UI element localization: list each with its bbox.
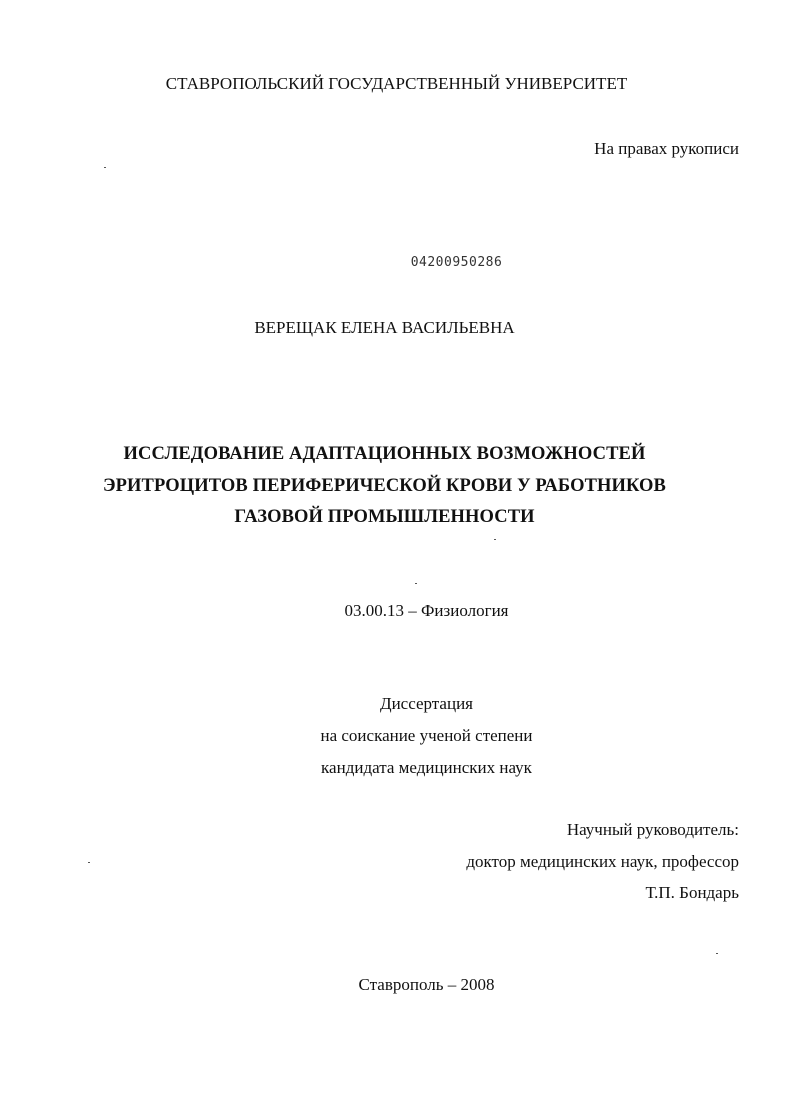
degree-line-3: кандидата медицинских наук (321, 758, 532, 777)
university-name: СТАВРОПОЛЬСКИЙ ГОСУДАРСТВЕННЫЙ УНИВЕРСИТЕТ (165, 74, 628, 93)
dissertation-title-line-3: ГАЗОВОЙ ПРОМЫШЛЕННОСТИ (234, 507, 535, 527)
specialty-code: 03.00.13 – Физиология (344, 601, 509, 620)
manuscript-note: На правах рукописи (594, 139, 739, 158)
scan-speck (104, 167, 106, 168)
supervisor-label: Научный руководитель: (566, 820, 739, 839)
dissertation-title-line-1: ИССЛЕДОВАНИЕ АДАПТАЦИОННЫХ ВОЗМОЖНОСТЕЙ (123, 444, 646, 464)
supervisor-name: Т.П. Бондарь (645, 883, 739, 902)
scan-speck (415, 583, 417, 584)
degree-line-1: Диссертация (379, 694, 473, 713)
scan-speck (716, 953, 718, 954)
degree-line-2: на соискание ученой степени (320, 726, 533, 745)
scan-speck (88, 862, 90, 863)
author-name: ВЕРЕЩАК ЕЛЕНА ВАСИЛЬЕВНА (254, 318, 515, 337)
supervisor-credentials: доктор медицинских наук, профессор (466, 852, 739, 871)
scan-speck (494, 539, 496, 540)
place-and-year: Ставрополь – 2008 (358, 975, 495, 994)
dissertation-title-line-2: ЭРИТРОЦИТОВ ПЕРИФЕРИЧЕСКОЙ КРОВИ У РАБОТНИКОВ (102, 476, 666, 496)
serial-number-stamp: 04200950286 (410, 255, 503, 270)
